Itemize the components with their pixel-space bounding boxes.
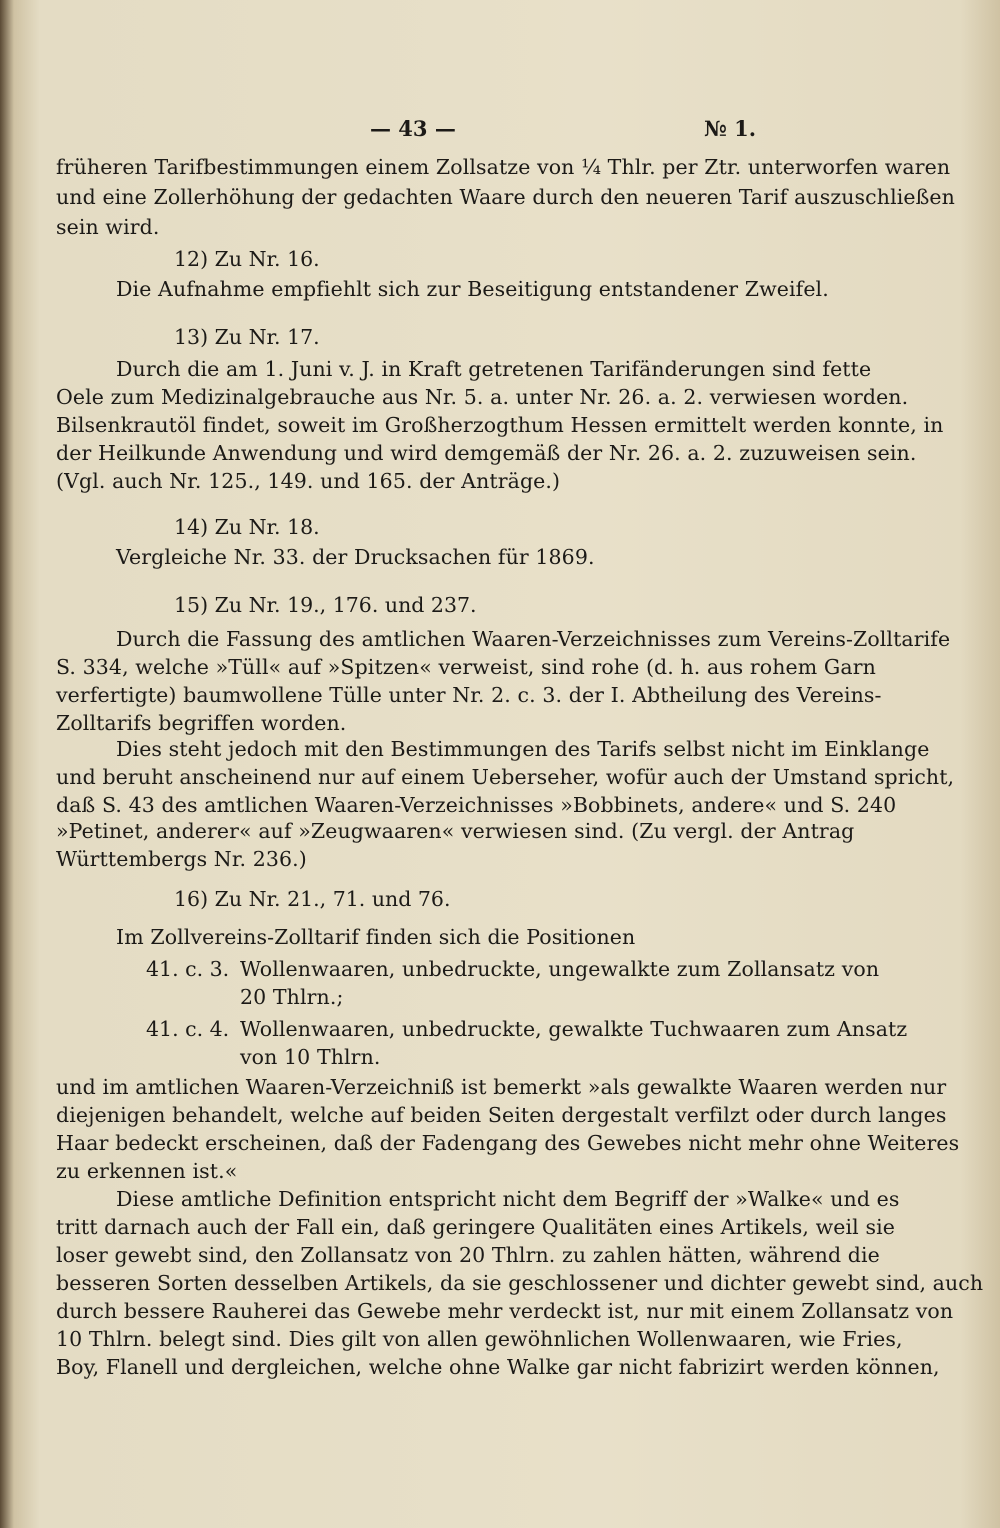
position-text: Wollenwaaren, unbedruckte, gewalkte Tuchwaaren zum Ansatz (240, 1017, 908, 1041)
text-line: daß S. 43 des amtlichen Waaren-Verzeichnisses »Bobbinets, andere« und S. 240 (56, 793, 897, 817)
text-line: besseren Sorten desselben Artikels, da sie geschlossener und dichter gewebt sind, auch (56, 1271, 984, 1295)
text-line: 10 Thlrn. belegt sind. Dies gilt von allen gewöhnlichen Wollenwaaren, wie Fries, (56, 1327, 903, 1351)
text-line: Boy, Flanell und dergleichen, welche ohne Walke gar nicht fabrizirt werden können, (56, 1355, 940, 1379)
text-line: diejenigen behandelt, welche auf beiden Seiten dergestalt verfilzt oder durch langes (56, 1103, 947, 1127)
text-line: Im Zollvereins-Zolltarif finden sich die Positionen (116, 925, 636, 949)
text-line: loser gewebt sind, den Zollansatz von 20 Thlrn. zu zahlen hätten, während die (56, 1243, 880, 1267)
text-line: Die Aufnahme empfiehlt sich zur Beseitigung entstandener Zweifel. (116, 277, 829, 301)
text-line: sein wird. (56, 215, 160, 239)
text-line: Zolltarifs begriffen worden. (56, 711, 347, 735)
text-line: Haar bedeckt erscheinen, daß der Fadengang des Gewebes nicht mehr ohne Weiteres (56, 1131, 960, 1155)
section-heading: 15) Zu Nr. 19., 176. und 237. (174, 593, 477, 617)
page-number: — 43 — (370, 116, 456, 141)
text-line: Vergleiche Nr. 33. der Drucksachen für 1869. (116, 545, 595, 569)
text-line: Durch die am 1. Juni v. J. in Kraft getretenen Tarifänderungen sind fette (116, 357, 872, 381)
text-line: Diese amtliche Definition entspricht nicht dem Begriff der »Walke« und es (116, 1187, 900, 1211)
text-line: Bilsenkrautöl findet, soweit im Großherzogthum Hessen ermittelt werden konnte, in (56, 413, 944, 437)
text-line: (Vgl. auch Nr. 125., 149. und 165. der Anträge.) (56, 469, 561, 493)
section-heading: 16) Zu Nr. 21., 71. und 76. (174, 887, 451, 911)
text-line: früheren Tarifbestimmungen einem Zollsatze von ¼ Thlr. per Ztr. unterworfen waren (56, 155, 951, 179)
text-line: tritt darnach auch der Fall ein, daß geringere Qualitäten eines Artikels, weil sie (56, 1215, 895, 1239)
text-line: durch bessere Rauherei das Gewebe mehr verdeckt ist, nur mit einem Zollansatz von (56, 1299, 954, 1323)
text-line: und eine Zollerhöhung der gedachten Waare durch den neueren Tarif auszuschließen (56, 185, 955, 209)
text-line: zu erkennen ist.« (56, 1159, 238, 1183)
section-heading: 12) Zu Nr. 16. (174, 247, 320, 271)
text-line: und im amtlichen Waaren-Verzeichniß ist bemerkt »als gewalkte Waaren werden nur (56, 1075, 947, 1099)
position-text: Wollenwaaren, unbedruckte, ungewalkte zum Zollansatz von (240, 957, 880, 981)
text-line: verfertigte) baumwollene Tülle unter Nr. 2. c. 3. der I. Abtheilung des Vereins- (56, 683, 882, 707)
text-line: »Petinet, anderer« auf »Zeugwaaren« verwiesen sind. (Zu vergl. der Antrag (56, 819, 855, 843)
text-line: S. 334, welche »Tüll« auf »Spitzen« verweist, sind rohe (d. h. aus rohem Garn (56, 655, 876, 679)
text-line: Durch die Fassung des amtlichen Waaren-Verzeichnisses zum Vereins-Zolltarife (116, 627, 951, 651)
position-text: 20 Thlrn.; (240, 985, 344, 1009)
section-heading: 13) Zu Nr. 17. (174, 325, 320, 349)
text-line: und beruht anscheinend nur auf einem Ueberseher, wofür auch der Umstand spricht, (56, 765, 955, 789)
text-line: Oele zum Medizinalgebrauche aus Nr. 5. a. unter Nr. 26. a. 2. verwiesen worden. (56, 385, 909, 409)
position-text: von 10 Thlrn. (240, 1045, 381, 1069)
section-heading: 14) Zu Nr. 18. (174, 515, 320, 539)
position-code: 41. c. 3. (146, 957, 230, 981)
text-line: Württembergs Nr. 236.) (56, 847, 307, 871)
position-code: 41. c. 4. (146, 1017, 230, 1041)
text-line: der Heilkunde Anwendung und wird demgemäß der Nr. 26. a. 2. zuzuweisen sein. (56, 441, 917, 465)
text-line: Dies steht jedoch mit den Bestimmungen des Tarifs selbst nicht im Einklange (116, 737, 930, 761)
document-number: № 1. (704, 116, 757, 141)
